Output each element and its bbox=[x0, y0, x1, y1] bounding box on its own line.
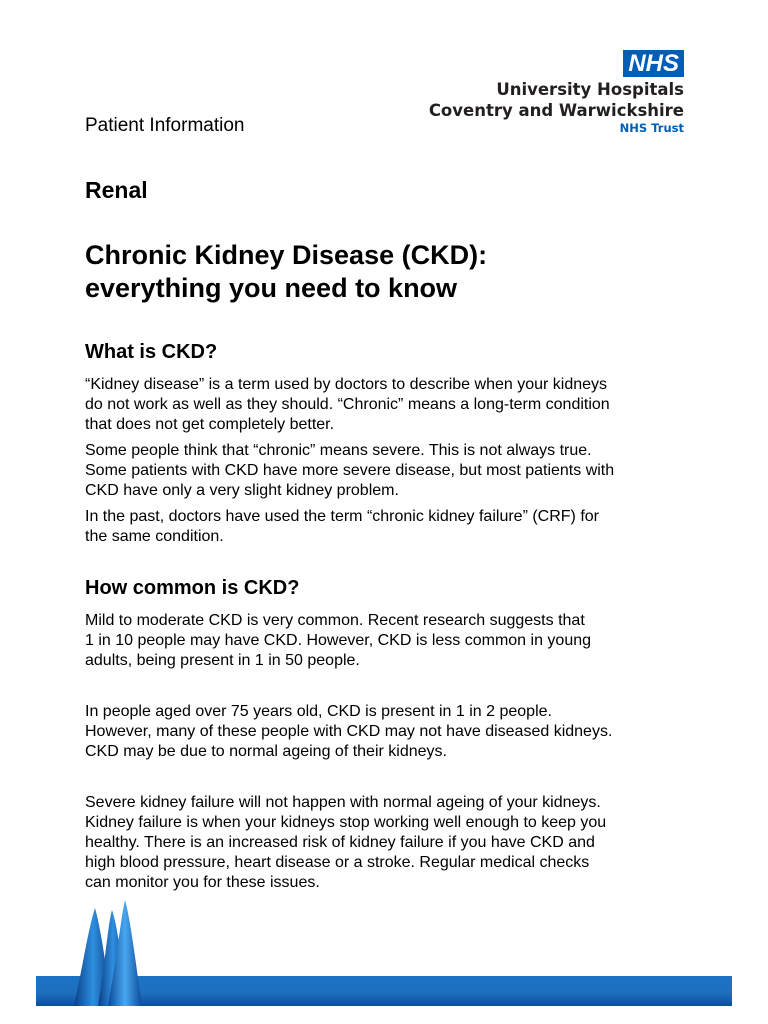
paragraph bbox=[85, 611, 705, 671]
text-line: Some patients with CKD have more severe disease, but most patients with bbox=[85, 462, 615, 479]
text-line: Some people think that “chronic” means severe. This is not always true. bbox=[85, 442, 592, 459]
paragraph bbox=[85, 793, 705, 893]
document-title bbox=[85, 239, 705, 305]
org-trust-label: NHS Trust bbox=[619, 121, 684, 135]
paragraph bbox=[85, 441, 705, 501]
department-label: Renal bbox=[85, 177, 148, 203]
text-line: “Kidney disease” is a term used by doctors to describe when your kidneys bbox=[85, 376, 608, 393]
text-line: can monitor you for these issues. bbox=[85, 874, 320, 891]
paragraph bbox=[85, 375, 705, 435]
text-line: Kidney failure is when your kidneys stop working well enough to keep you bbox=[85, 814, 607, 831]
text-line: CKD may be due to normal ageing of their kidneys. bbox=[85, 743, 447, 760]
document-title-line1: Chronic Kidney Disease (CKD): bbox=[85, 240, 488, 270]
text-line: do not work as well as they should. “Chronic” means a long-term condition bbox=[85, 396, 610, 413]
text-line: 1 in 10 people may have CKD. However, CKD is less common in young bbox=[85, 632, 592, 649]
text-line: Mild to moderate CKD is very common. Recent research suggests that bbox=[85, 612, 585, 629]
document-body bbox=[85, 340, 705, 893]
document-title-line2: everything you need to know bbox=[85, 273, 458, 303]
patient-information-label: Patient Information bbox=[85, 115, 245, 136]
org-name-line2: Coventry and Warwickshire bbox=[428, 101, 684, 120]
text-line: adults, being present in 1 in 50 people. bbox=[85, 652, 360, 669]
text-line: that does not get completely better. bbox=[85, 416, 335, 433]
paragraph bbox=[85, 702, 705, 762]
section-what-is-ckd bbox=[85, 340, 705, 547]
text-line: healthy. There is an increased risk of kidney failure if you have CKD and bbox=[85, 834, 595, 851]
text-line: Severe kidney failure will not happen with normal ageing of your kidneys. bbox=[85, 794, 601, 811]
section-how-common-is-ckd bbox=[85, 576, 705, 893]
text-line: CKD have only a very slight kidney problem. bbox=[85, 482, 399, 499]
text-line: In the past, doctors have used the term “chronic kidney failure” (CRF) for bbox=[85, 508, 599, 525]
text-line: However, many of these people with CKD may not have diseased kidneys. bbox=[85, 723, 613, 740]
text-line: In people aged over 75 years old, CKD is present in 1 in 2 people. bbox=[85, 703, 552, 720]
text-line: the same condition. bbox=[85, 528, 224, 545]
paragraph bbox=[85, 507, 705, 547]
nhs-trust-logo bbox=[429, 50, 684, 135]
text-line: high blood pressure, heart disease or a stroke. Regular medical checks bbox=[85, 854, 590, 871]
nhs-logo-box: NHS bbox=[623, 50, 684, 77]
org-name-line1: University Hospitals bbox=[496, 80, 684, 99]
section-heading: How common is CKD? bbox=[85, 577, 300, 599]
section-heading: What is CKD? bbox=[85, 341, 218, 363]
footer-spires-artwork bbox=[0, 890, 768, 1024]
